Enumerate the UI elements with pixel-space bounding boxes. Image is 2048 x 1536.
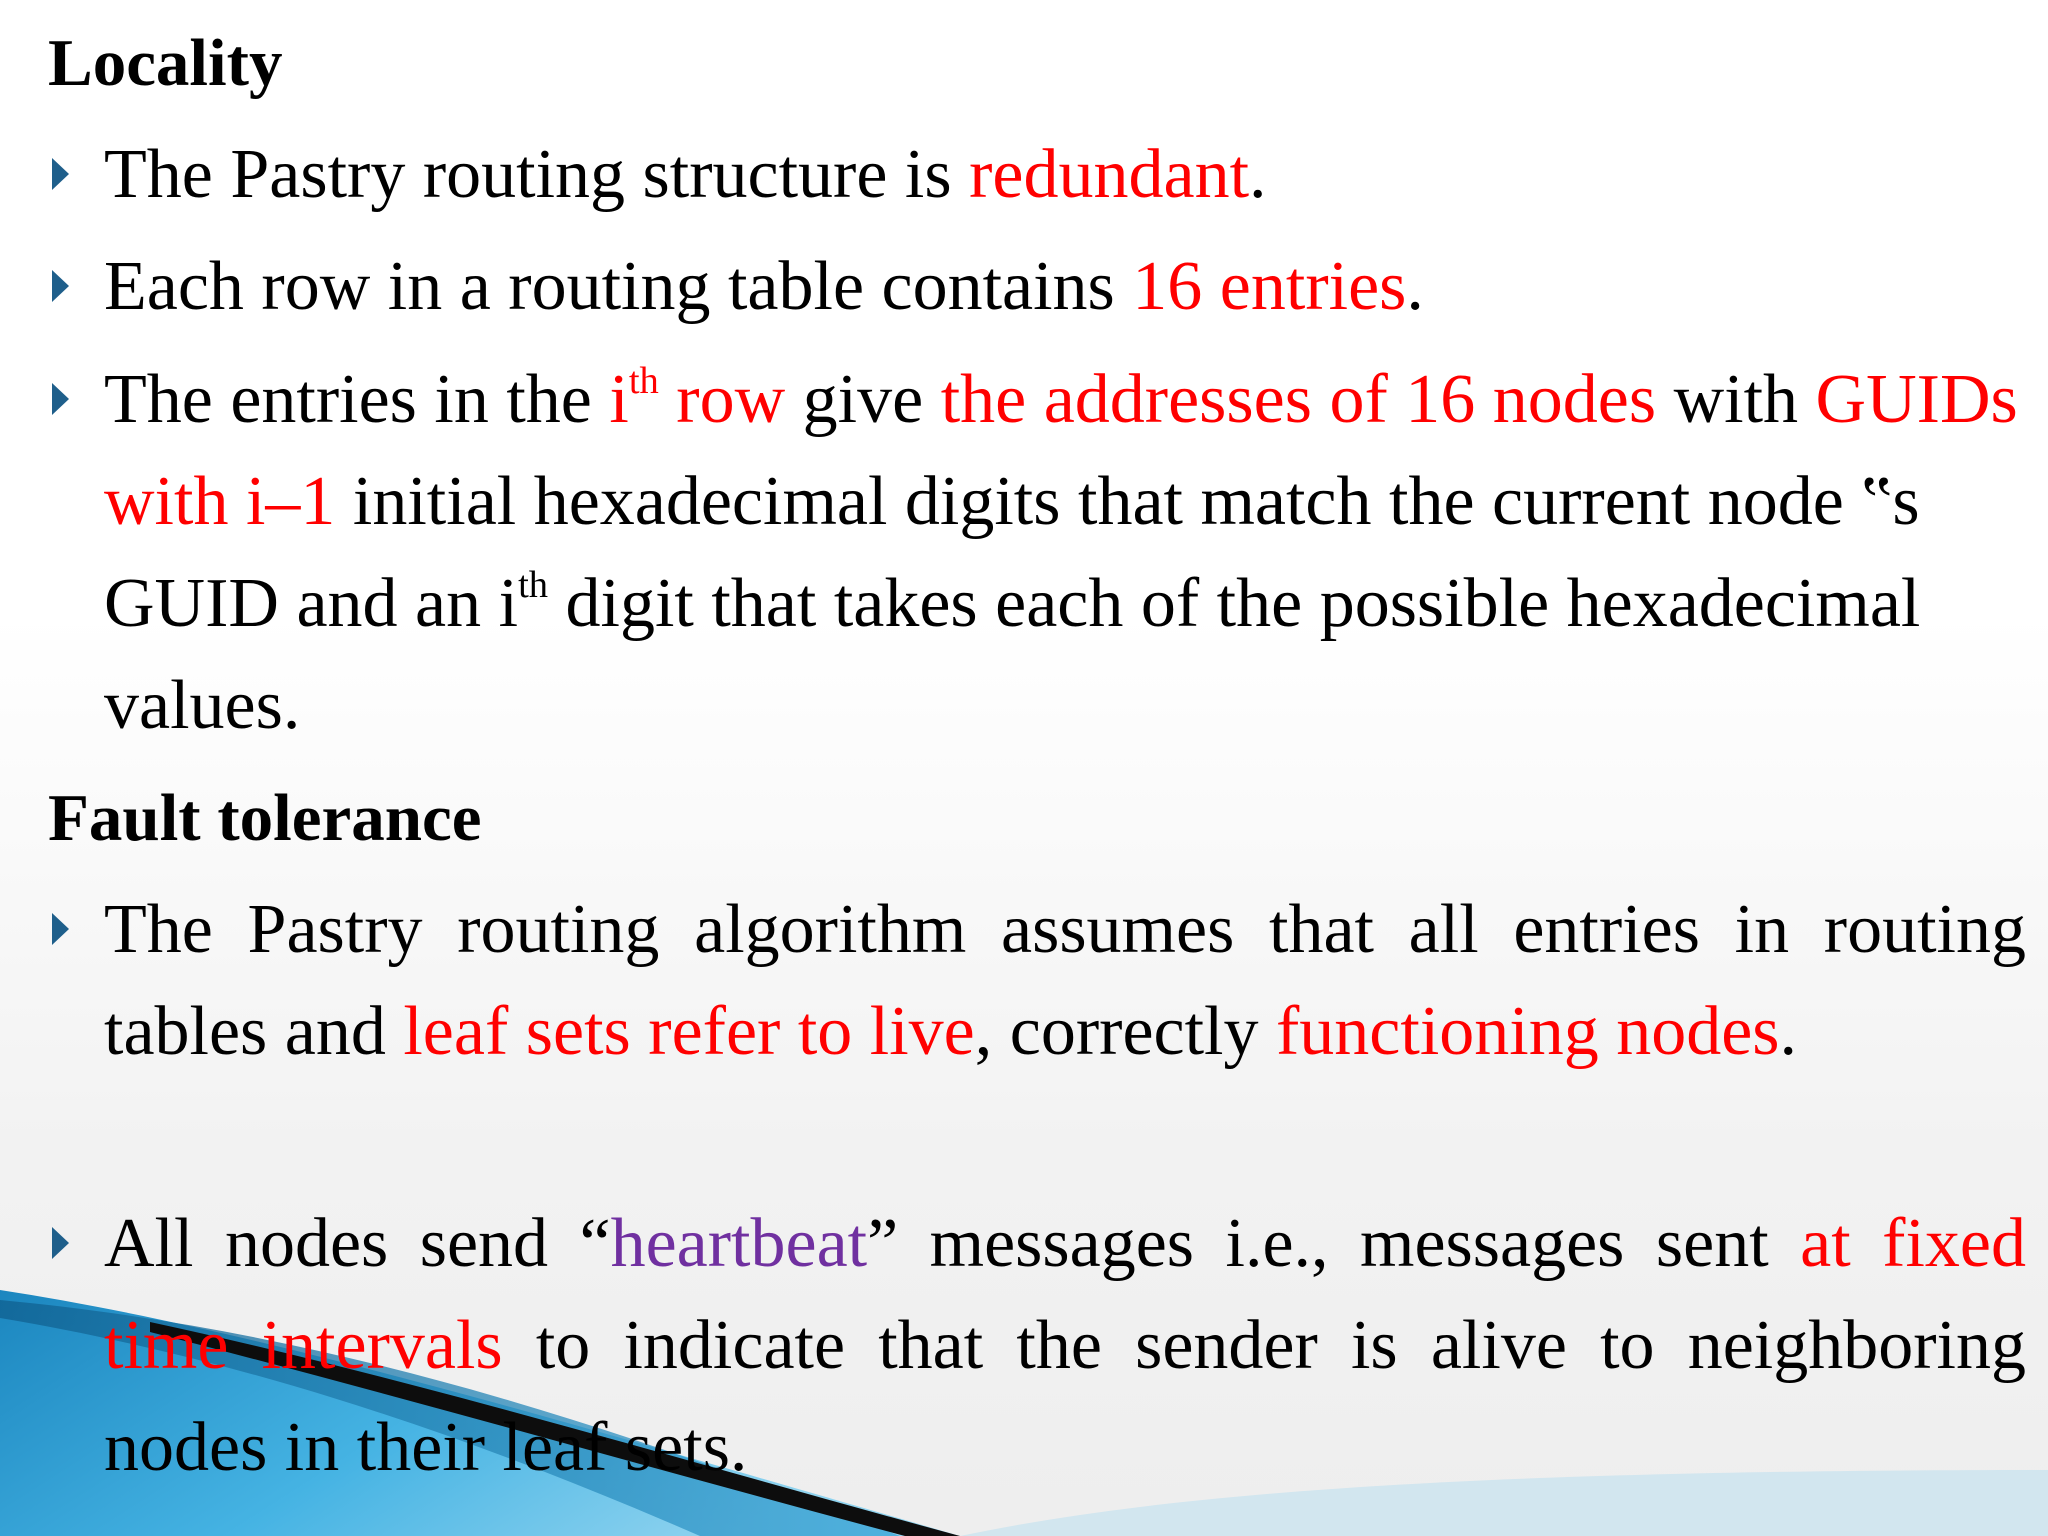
text-run: , correctly [974,993,1276,1070]
bullet-heartbeat [104,1193,2026,1499]
text-run: digit that takes each of the possible hexadecimal values. [104,565,1921,744]
bullet-live-entries [104,879,2026,1083]
highlight-text: the addresses of 16 nodes [940,361,1657,438]
text-run: The entries in the [104,361,610,438]
text-run: . [1249,136,1267,213]
text-run: The Pastry routing structure is [104,136,970,213]
heartbeat-text: heartbeat [610,1205,868,1282]
highlight-text: i [609,361,629,438]
highlight-text: at fixed time intervals [104,1205,2026,1384]
bullet-routing-redundant [104,124,2026,226]
bullet-arrow-icon [52,158,69,190]
bullet-arrow-icon [52,383,69,415]
bullet-arrow-icon [52,1227,69,1259]
text-run: . [1779,993,1798,1070]
superscript: th [518,564,549,607]
text-run: Each row in a routing table contains [104,248,1133,325]
highlight-text: row [658,361,786,438]
bullet-entries-ith-row [104,349,2026,757]
highlight-text: GUIDs with i–1 [104,361,2018,540]
heading-fault-tolerance: Fault tolerance [48,781,482,855]
bullet-row-entries [104,236,2026,338]
text-run: The Pastry routing algorithm assumes that all entries in routing tables and [104,891,2026,1070]
bullet-arrow-icon [52,270,69,302]
text-run: All nodes send “ [104,1205,611,1282]
highlight-text: functioning nodes [1275,993,1780,1070]
text-run: ” messages i.e., messages sent [867,1205,1801,1282]
text-run: give [785,361,941,438]
highlight-text: leaf sets refer to live [403,993,975,1070]
text-run: initial hexadecimal digits that match the current node ‟s GUID and an i [104,463,1920,642]
text-run: with [1656,361,1816,438]
text-run: . [1406,248,1424,325]
superscript: th [628,360,659,403]
text-run: to indicate that the sender is alive to neighboring nodes in their leaf sets. [104,1307,2027,1486]
heading-locality: Locality [48,26,283,100]
bullet-arrow-icon [52,913,69,945]
highlight-text: redundant [969,136,1250,213]
highlight-text: 16 entries [1132,248,1407,325]
